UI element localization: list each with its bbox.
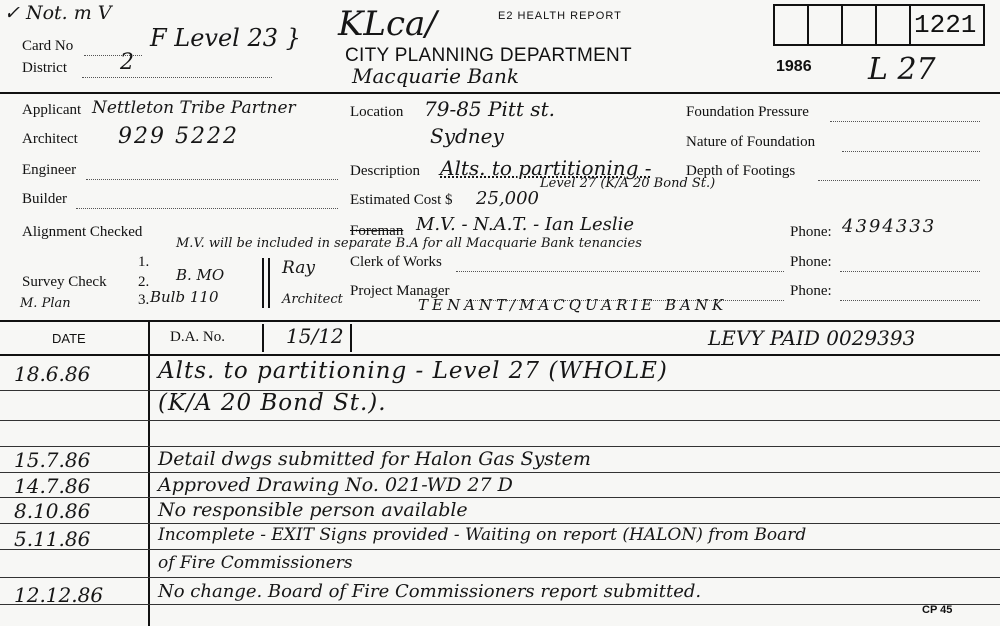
builder-label: Builder (22, 191, 67, 207)
entry-date: 15.7.86 (14, 448, 91, 472)
survey-divider-2 (262, 258, 264, 308)
year: 1986 (776, 58, 812, 75)
location-label: Location (350, 104, 404, 120)
row-line (0, 604, 1000, 605)
foundation-pressure-label: Foundation Pressure (686, 104, 809, 120)
location-value: 79-85 Pitt st. (424, 97, 555, 121)
district-label: District (22, 60, 67, 76)
survey-divider-1 (268, 258, 270, 308)
foreman-label: Foreman (350, 223, 404, 239)
department-title: CITY PLANNING DEPARTMENT (345, 45, 632, 66)
entry-text: No responsible person available (158, 499, 468, 521)
phone-label-2: Phone: (790, 254, 832, 270)
entry-date: 5.11.86 (14, 527, 91, 551)
row-line (0, 472, 1000, 473)
card-number: 1221 (914, 10, 977, 40)
health-report: E2 HEALTH REPORT (498, 10, 622, 22)
location-handwritten: Macquarie Bank (352, 64, 519, 88)
project-manager-label: Project Manager (350, 283, 450, 299)
description-value2: Level 27 (K/A 20 Bond St.) (540, 176, 716, 191)
description-value: Alts. to partitioning - (440, 156, 652, 180)
foundation-pressure-line (830, 120, 980, 122)
clerk-label: Clerk of Works (350, 254, 442, 270)
description-label: Description (350, 163, 420, 179)
phone-line-3 (840, 299, 980, 301)
row-line (0, 549, 1000, 550)
table-top-line (0, 320, 1000, 322)
da-divider-2 (350, 324, 352, 352)
entry-text: Incomplete - EXIT Signs provided - Waiting on report (HALON) from Board (158, 525, 807, 545)
engineer-line (86, 178, 338, 180)
applicant-value: Nettleton Tribe Partner (92, 98, 296, 118)
check-note: ✓ Not. m V (4, 2, 112, 24)
levy-note: LEVY PAID 0029393 (708, 326, 916, 350)
mv-note: M.V. will be included in separate B.A for all Macquarie Bank tenancies (176, 236, 642, 251)
phone-label-1: Phone: (790, 224, 832, 240)
form-code: CP 45 (922, 604, 953, 616)
date-column-divider (148, 320, 150, 626)
da-value: 15/12 (286, 324, 344, 348)
builder-line (76, 207, 338, 209)
entry-date: 12.12.86 (14, 583, 104, 607)
engineer-label: Engineer (22, 162, 77, 178)
entry-text: Approved Drawing No. 021-WD 27 D (158, 474, 513, 496)
entry-text: Alts. to partitioning - Level 27 (WHOLE) (158, 358, 668, 384)
nature-line (842, 150, 980, 152)
date-header: DATE (52, 331, 86, 346)
card-box-1 (773, 4, 809, 46)
table-header-line (0, 354, 1000, 356)
phone-value: 4394333 (842, 216, 937, 237)
entry-date: 8.10.86 (14, 499, 91, 523)
survey-note4: Architect (282, 292, 343, 307)
architect-value: 929 5222 (118, 124, 239, 149)
card-box-3 (841, 4, 877, 46)
nature-label: Nature of Foundation (686, 134, 816, 150)
survey-note3: Bulb 110 (150, 288, 219, 306)
district-value: 2 (120, 50, 134, 75)
location-value2: Sydney (430, 124, 504, 148)
file-note: F Level 23 } (150, 24, 301, 52)
foreman-value: M.V. - N.A.T. - Ian Leslie (416, 214, 635, 235)
tenant-note: TENANT/MACQUARIE BANK (418, 296, 728, 314)
clerk-line (456, 270, 784, 272)
row-line (0, 523, 1000, 524)
entry-text: Detail dwgs submitted for Halon Gas System (158, 448, 591, 470)
survey-side-note: M. Plan (20, 296, 71, 311)
survey-n1: 1. (138, 254, 150, 270)
applicant-label: Applicant (22, 102, 82, 118)
survey-label: Survey Check (22, 274, 107, 290)
row-line (0, 446, 1000, 447)
district-line (82, 76, 272, 78)
card-box-4 (875, 4, 911, 46)
ref-code: L 27 (868, 52, 936, 87)
entry-text: (K/A 20 Bond St.). (158, 390, 387, 416)
survey-note2: Ray (282, 258, 315, 278)
row-line (0, 420, 1000, 421)
entry-date: 14.7.86 (14, 474, 91, 498)
da-divider-1 (262, 324, 264, 352)
kl-note: KLca/ (338, 4, 437, 44)
architect-label: Architect (22, 131, 78, 147)
phone-label-3: Phone: (790, 283, 832, 299)
header-divider (0, 92, 1000, 94)
card-box-2 (807, 4, 843, 46)
card-no-label: Card No (22, 38, 74, 54)
depth-label: Depth of Footings (686, 163, 796, 179)
row-line (0, 390, 1000, 391)
survey-note1: B. MO (176, 266, 225, 284)
da-label: D.A. No. (170, 329, 225, 345)
estimated-cost-label: Estimated Cost $ (350, 192, 453, 208)
alignment-label: Alignment Checked (22, 224, 143, 240)
entry-text: No change. Board of Fire Commissioners report submitted. (158, 581, 702, 602)
phone-line-2 (840, 270, 980, 272)
survey-n3: 3. (138, 292, 150, 308)
entry-date: 18.6.86 (14, 362, 91, 386)
depth-line (818, 179, 980, 181)
survey-n2: 2. (138, 274, 150, 290)
entry-text: of Fire Commissioners (158, 553, 353, 573)
row-line (0, 497, 1000, 498)
estimated-cost-value: 25,000 (476, 188, 539, 209)
row-line (0, 577, 1000, 578)
